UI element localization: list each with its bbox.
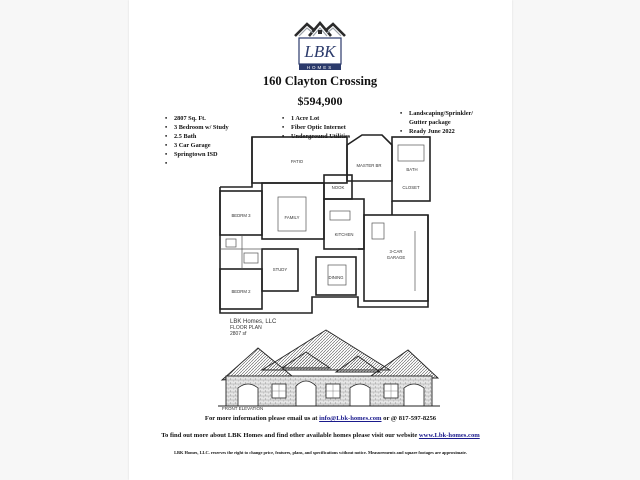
feature-item: • 1 Acre Lot: [282, 114, 350, 123]
feature-item-continued: Gutter package: [409, 119, 451, 126]
room-label-garage-2: GARAGE: [386, 255, 406, 260]
room-label-study: STUDY: [272, 267, 288, 272]
room-label-garage: 3-CAR: [389, 249, 403, 254]
listing-price: $594,900: [297, 94, 343, 108]
left-background: [0, 0, 129, 480]
room-label-patio: PATIO: [290, 159, 304, 164]
contact-prefix: For more information please email us at: [204, 415, 320, 422]
room-label-bath: BATH: [406, 167, 418, 172]
feature-item: • Fiber Optic Internet: [282, 123, 350, 132]
front-elevation-drawing: [218, 326, 440, 412]
plan-company: LBK Homes, LLC: [230, 319, 277, 325]
logo-subtext: HOMES: [306, 65, 334, 70]
lbk-homes-logo: [289, 18, 351, 74]
website-info: [129, 432, 512, 439]
room-label-master: MASTER BR: [356, 163, 382, 168]
room-label-kitchen: KITCHEN: [334, 232, 354, 237]
room-label-nook: NOOK: [331, 185, 345, 190]
room-label-family: FAMILY: [284, 215, 300, 220]
room-label-dining: DINING: [328, 275, 344, 280]
feature-item: • 3 Bedroom w/ Study: [165, 123, 229, 132]
elevation-caption: FRONT ELEVATION: [222, 406, 264, 411]
listing-title: 160 Clayton Crossing: [262, 74, 378, 88]
feature-item: • Landscaping/Sprinkler/: [400, 109, 473, 118]
email-link[interactable]: info@Lbk-homes.com: [319, 415, 382, 422]
logo-text: LBK: [304, 42, 336, 61]
room-label-bedroom-2: BEDRM 2: [231, 289, 251, 294]
contact-info: [129, 415, 512, 422]
feature-item: • Ready June 2022: [400, 127, 473, 136]
feature-item: • Underground Utilities: [282, 132, 350, 141]
floor-plan-drawing: [212, 131, 442, 329]
feature-item: • Springtown ISD: [165, 150, 229, 159]
contact-suffix: or @ 817-597-8256: [381, 415, 437, 422]
website-prefix: To find out more about LBK Homes and find other available homes please visit our website: [161, 432, 419, 439]
disclaimer: LBK Homes, LLC. reserves the right to change price, features, plans, and specifications without notice. Measurements and square footages are approximate.: [174, 450, 467, 455]
right-background: [512, 0, 640, 480]
plan-label: FLOOR PLAN: [230, 325, 262, 331]
room-label-bedroom-3: BEDRM 3: [231, 213, 251, 218]
website-link[interactable]: www.Lbk-homes.com: [418, 432, 480, 439]
plan-sqft: 2807 sf: [230, 331, 247, 337]
feature-item: • 2807 Sq. Ft.: [165, 114, 229, 123]
room-label-closet: CLOSET: [402, 185, 420, 190]
feature-item: • 3 Car Garage: [165, 141, 229, 150]
feature-item: • 2.5 Bath: [165, 132, 229, 141]
